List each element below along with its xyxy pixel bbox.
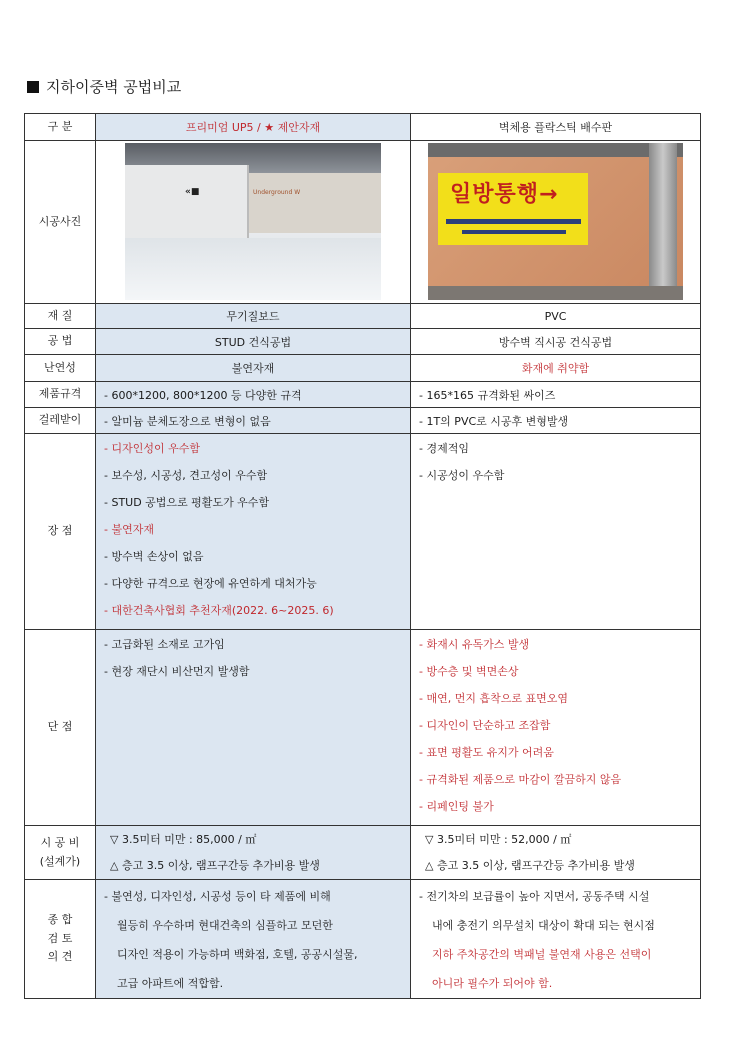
square-bullet-icon: [27, 81, 39, 93]
heading-text: 지하이중벽 공법비교: [46, 78, 182, 96]
fire-label: 난연성: [25, 355, 96, 382]
review-b-line: - 전기차의 보급률이 높아 지면서, 공동주택 시설: [419, 890, 650, 903]
review-b: [411, 880, 701, 999]
demerit-b-item: - 리페인팅 불가: [419, 800, 494, 813]
review-label-line: 종 합: [47, 912, 73, 926]
spec-b: - 165*165 규격화된 싸이즈: [411, 382, 701, 408]
fire-row: [25, 355, 701, 382]
photo-row: [25, 141, 701, 304]
review-label-line: 검 토: [47, 931, 73, 945]
cost-b: [411, 826, 701, 880]
comparison-table: [24, 113, 701, 999]
premium-install-photo: [125, 143, 381, 300]
demerit-b-item: - 디자인이 단순하고 조잡함: [419, 719, 551, 732]
method-b: 방수벽 직시공 건식공법: [411, 329, 701, 355]
photo-cell-b: [411, 141, 701, 304]
method-row: [25, 329, 701, 355]
demerit-b-item: - 규격화된 제품으로 마감이 깔끔하지 않음: [419, 773, 622, 786]
baseboard-row: [25, 408, 701, 434]
material-a: 무기질보드: [96, 304, 411, 329]
cost-a: [96, 826, 411, 880]
photo-cell-a: [96, 141, 411, 304]
merits-b-list: [411, 434, 701, 630]
review-row: [25, 880, 701, 999]
merits-row: [25, 434, 701, 630]
review-a-line: - 불연성, 디자인성, 시공성 등이 타 제품에 비해: [104, 890, 331, 903]
photo-sign-text: «■: [185, 187, 200, 197]
spec-label: 제품규격: [25, 382, 96, 408]
cost-label: [25, 826, 96, 880]
review-label-line: 의 견: [47, 950, 73, 964]
demerit-b-item: - 방수층 및 벽면손상: [419, 665, 519, 678]
demerits-label: 단 점: [25, 630, 96, 826]
method-label: 공 법: [25, 329, 96, 355]
fire-b: 화재에 취약함: [411, 355, 701, 382]
material-b: PVC: [411, 304, 701, 329]
merits-label: 장 점: [25, 434, 96, 630]
demerits-a-list: [96, 630, 411, 826]
merits-a-list: [96, 434, 411, 630]
header-col-a: 프리미엄 UP5 / ★ 제안자재: [96, 114, 411, 141]
header-col-b: 벽체용 플락스틱 배수판: [411, 114, 701, 141]
demerit-a-item: - 현장 재단시 비산먼지 발생함: [104, 665, 250, 678]
cost-a-line: ▽ 3.5미터 미만 : 85,000 / ㎡: [110, 832, 257, 846]
cost-b-line: ▽ 3.5미터 미만 : 52,000 / ㎡: [425, 832, 572, 846]
merit-a-item: - 다양한 규격으로 현장에 유연하게 대처가능: [104, 577, 317, 590]
material-label: 재 질: [25, 304, 96, 329]
baseboard-a: - 알미늄 분체도장으로 변형이 없음: [96, 408, 411, 434]
review-b-line: 지하 주차공간의 벽패널 불연재 사용은 선택이: [432, 948, 652, 961]
demerit-b-item: - 화재시 유독가스 발생: [419, 638, 530, 651]
demerits-row: [25, 630, 701, 826]
review-a: [96, 880, 411, 999]
photo-label: 시공사진: [25, 141, 96, 304]
header-label: 구 분: [25, 114, 96, 141]
cost-a-line: △ 층고 3.5 이상, 램프구간등 추가비용 발생: [110, 858, 320, 872]
cost-label-line: 시 공 비: [40, 835, 80, 849]
merit-a-item: - 디자인성이 우수함: [104, 442, 200, 455]
review-a-line: 디자인 적용이 가능하며 백화점, 호텔, 공공시설물,: [117, 948, 358, 961]
baseboard-label: 걸레받이: [25, 408, 96, 434]
merit-b-item: - 경제적임: [419, 442, 469, 455]
review-b-line: 내에 충전기 의무설치 대상이 확대 되는 현시점: [432, 919, 655, 932]
merit-a-item: - STUD 공법으로 평활도가 우수함: [104, 496, 270, 509]
demerit-a-item: - 고급화된 소재로 고가임: [104, 638, 225, 651]
demerits-b-list: [411, 630, 701, 826]
spec-a: - 600*1200, 800*1200 등 다양한 규격: [96, 382, 411, 408]
review-b-line: 아니라 필수가 되어야 함.: [432, 977, 553, 990]
fire-a: 불연자재: [96, 355, 411, 382]
method-a: STUD 건식공법: [96, 329, 411, 355]
baseboard-b: - 1T의 PVC로 시공후 변형발생: [411, 408, 701, 434]
review-a-line: 고급 아파트에 적합함.: [117, 977, 224, 990]
photo-banner-text: 일방통행→: [450, 182, 559, 207]
merit-a-item: - 보수성, 시공성, 견고성이 우수함: [104, 469, 268, 482]
section-heading: [27, 76, 181, 97]
cost-label-line: (설계가): [39, 854, 81, 868]
demerit-b-item: - 표면 평활도 유지가 어려움: [419, 746, 554, 759]
material-row: [25, 304, 701, 329]
merit-a-item: - 불연자재: [104, 523, 154, 536]
merit-b-item: - 시공성이 우수함: [419, 469, 505, 482]
photo-banner: [438, 173, 588, 245]
cost-b-line: △ 층고 3.5 이상, 램프구간등 추가비용 발생: [425, 858, 635, 872]
review-a-line: 월등히 우수하며 현대건축의 심플하고 모던한: [117, 919, 333, 932]
pvc-install-photo: [428, 143, 683, 300]
photo-wall-text: Underground W: [253, 189, 301, 196]
merit-a-item: - 대한건축사협회 추천자재(2022. 6~2025. 6): [104, 604, 334, 617]
cost-row: [25, 826, 701, 880]
merit-a-item: - 방수벽 손상이 없음: [104, 550, 204, 563]
review-label: [25, 880, 96, 999]
demerit-b-item: - 매연, 먼지 흡착으로 표면오염: [419, 692, 568, 705]
spec-row: [25, 382, 701, 408]
header-row: [25, 114, 701, 141]
